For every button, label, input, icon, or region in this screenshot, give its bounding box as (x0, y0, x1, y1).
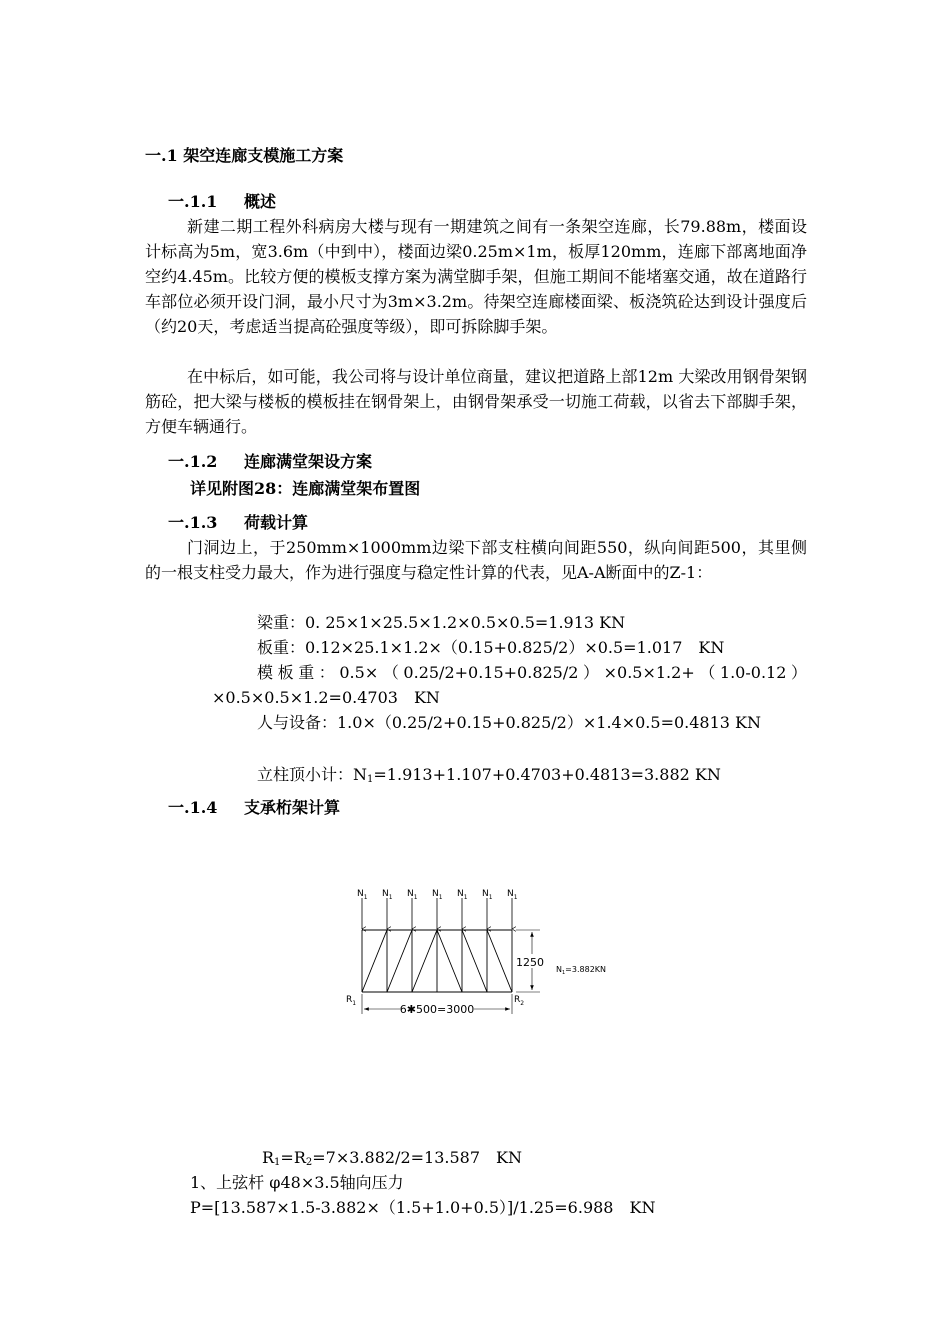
diagonal-member (387, 930, 412, 992)
load-label: $N_1$ (432, 889, 443, 901)
section-title: 概述 (244, 192, 277, 211)
section-number: 一.1.4 (168, 798, 218, 817)
paragraph-load-intro: 门洞边上，于250mm×1000mm边梁下部支柱横向间距550，纵向间距500，其里侧的一根支柱受力最大，作为进行强度与稳定性计算的代表，见A-A断面中的Z-1： (145, 538, 807, 582)
load-label: $N_1$ (482, 889, 493, 901)
diagonal-member (487, 930, 512, 992)
diagonal-member (412, 930, 437, 992)
load-label: $N_1$ (507, 889, 518, 901)
load-label: $N_1$ (457, 889, 468, 901)
section-heading-1-1-1 (168, 189, 276, 212)
load-value-label: $N_1=3.882KN$ (556, 965, 607, 976)
section-heading-1-1-4 (168, 795, 340, 818)
paragraph-overview: 新建二期工程外科病房大楼与现有一期建筑之间有一条架空连廊，长79.88m，楼面设计标高为5m，宽3.6m（中到中），楼面边梁0.25m×1m，板厚120mm，连廊下部离地面净空约4.45m。比较方便的模板支撑方案为满堂脚手架，但施工期间不能堵塞交通，故在道路行车部位必须开设门洞，最小尺寸为3m×3.2m。待架空连廊楼面梁、板浇筑砼达到设计强度后（约20天，考虑适当提高砼强度等级），即可拆除脚手架。 (145, 217, 807, 336)
support-label-right: $R_2$ (514, 995, 525, 1007)
height-dimension (514, 930, 550, 992)
load-label: $N_1$ (382, 889, 393, 901)
section-title: 荷载计算 (244, 513, 309, 532)
load-label: $N_1$ (357, 889, 368, 901)
section-heading-1-1-2 (168, 449, 372, 472)
truss-diagram (340, 880, 640, 1020)
figure-reference: 详见附图28：连廊满堂架布置图 (190, 479, 421, 498)
diagonal-member (362, 930, 387, 992)
section-heading-1-1-3 (168, 510, 308, 533)
height-dimension-label: 1250 (516, 956, 544, 969)
section-number: 一.1.3 (168, 513, 218, 532)
paragraph-proposal: 在中标后，如可能，我公司将与设计单位商量，建议把道路上部12m 大梁改用钢骨架钢筋砼，把大梁与楼板的模板挂在钢骨架上，由钢骨架承受一切施工荷载，以省去下部脚手架，方便车辆通行。 (145, 367, 807, 436)
section-title: 连廊满堂架设方案 (244, 452, 373, 471)
section-title-1: 一.1 架空连廊支模施工方案 (145, 146, 344, 165)
load-beam-weight: 梁重：0. 25×1×25.5×1.2×0.5×0.5=1.913 KN (257, 613, 626, 632)
section-title: 支承桁架计算 (244, 798, 341, 817)
section-number: 一.1.1 (168, 192, 218, 211)
column-top-subtotal: 立柱顶小计：$N_1=1.913+1.107+0.4703+0.4813=3.882$ KN (257, 765, 721, 785)
load-people-equipment: 人与设备：1.0×（0.25/2+0.15+0.825/2）×1.4×0.5=0.4813 KN (257, 713, 761, 732)
item-top-chord: 1、上弦杆 φ48×3.5轴向压力 (190, 1173, 404, 1192)
load-arrows (362, 898, 512, 929)
load-formwork-weight: 模板重：0.5×（0.25/2+0.15+0.825/2）×0.5×1.2+（1.0-0.12）×0.5×0.5×1.2=0.4703 KN (212, 663, 807, 707)
support-label-left: $R_1$ (346, 995, 357, 1007)
diagonal-member (437, 930, 462, 992)
section-number: 一.1.2 (168, 452, 218, 471)
load-label: $N_1$ (407, 889, 418, 901)
load-slab-weight: 板重：0.12×25.1×1.2×（0.15+0.825/2）×0.5=1.017 KN (257, 638, 725, 657)
reaction-equation: $R_1=R_2=7\times 3.882/2=13.587$ KN (262, 1148, 522, 1168)
axial-force-equation: P=[13.587×1.5-3.882×（1.5+1.0+0.5）]/1.25=6.988 KN (190, 1198, 656, 1217)
span-dimension (362, 994, 512, 1016)
truss-members (362, 930, 512, 992)
span-dimension-label: 6✱500=3000 (399, 1003, 475, 1016)
diagonal-member (462, 930, 487, 992)
